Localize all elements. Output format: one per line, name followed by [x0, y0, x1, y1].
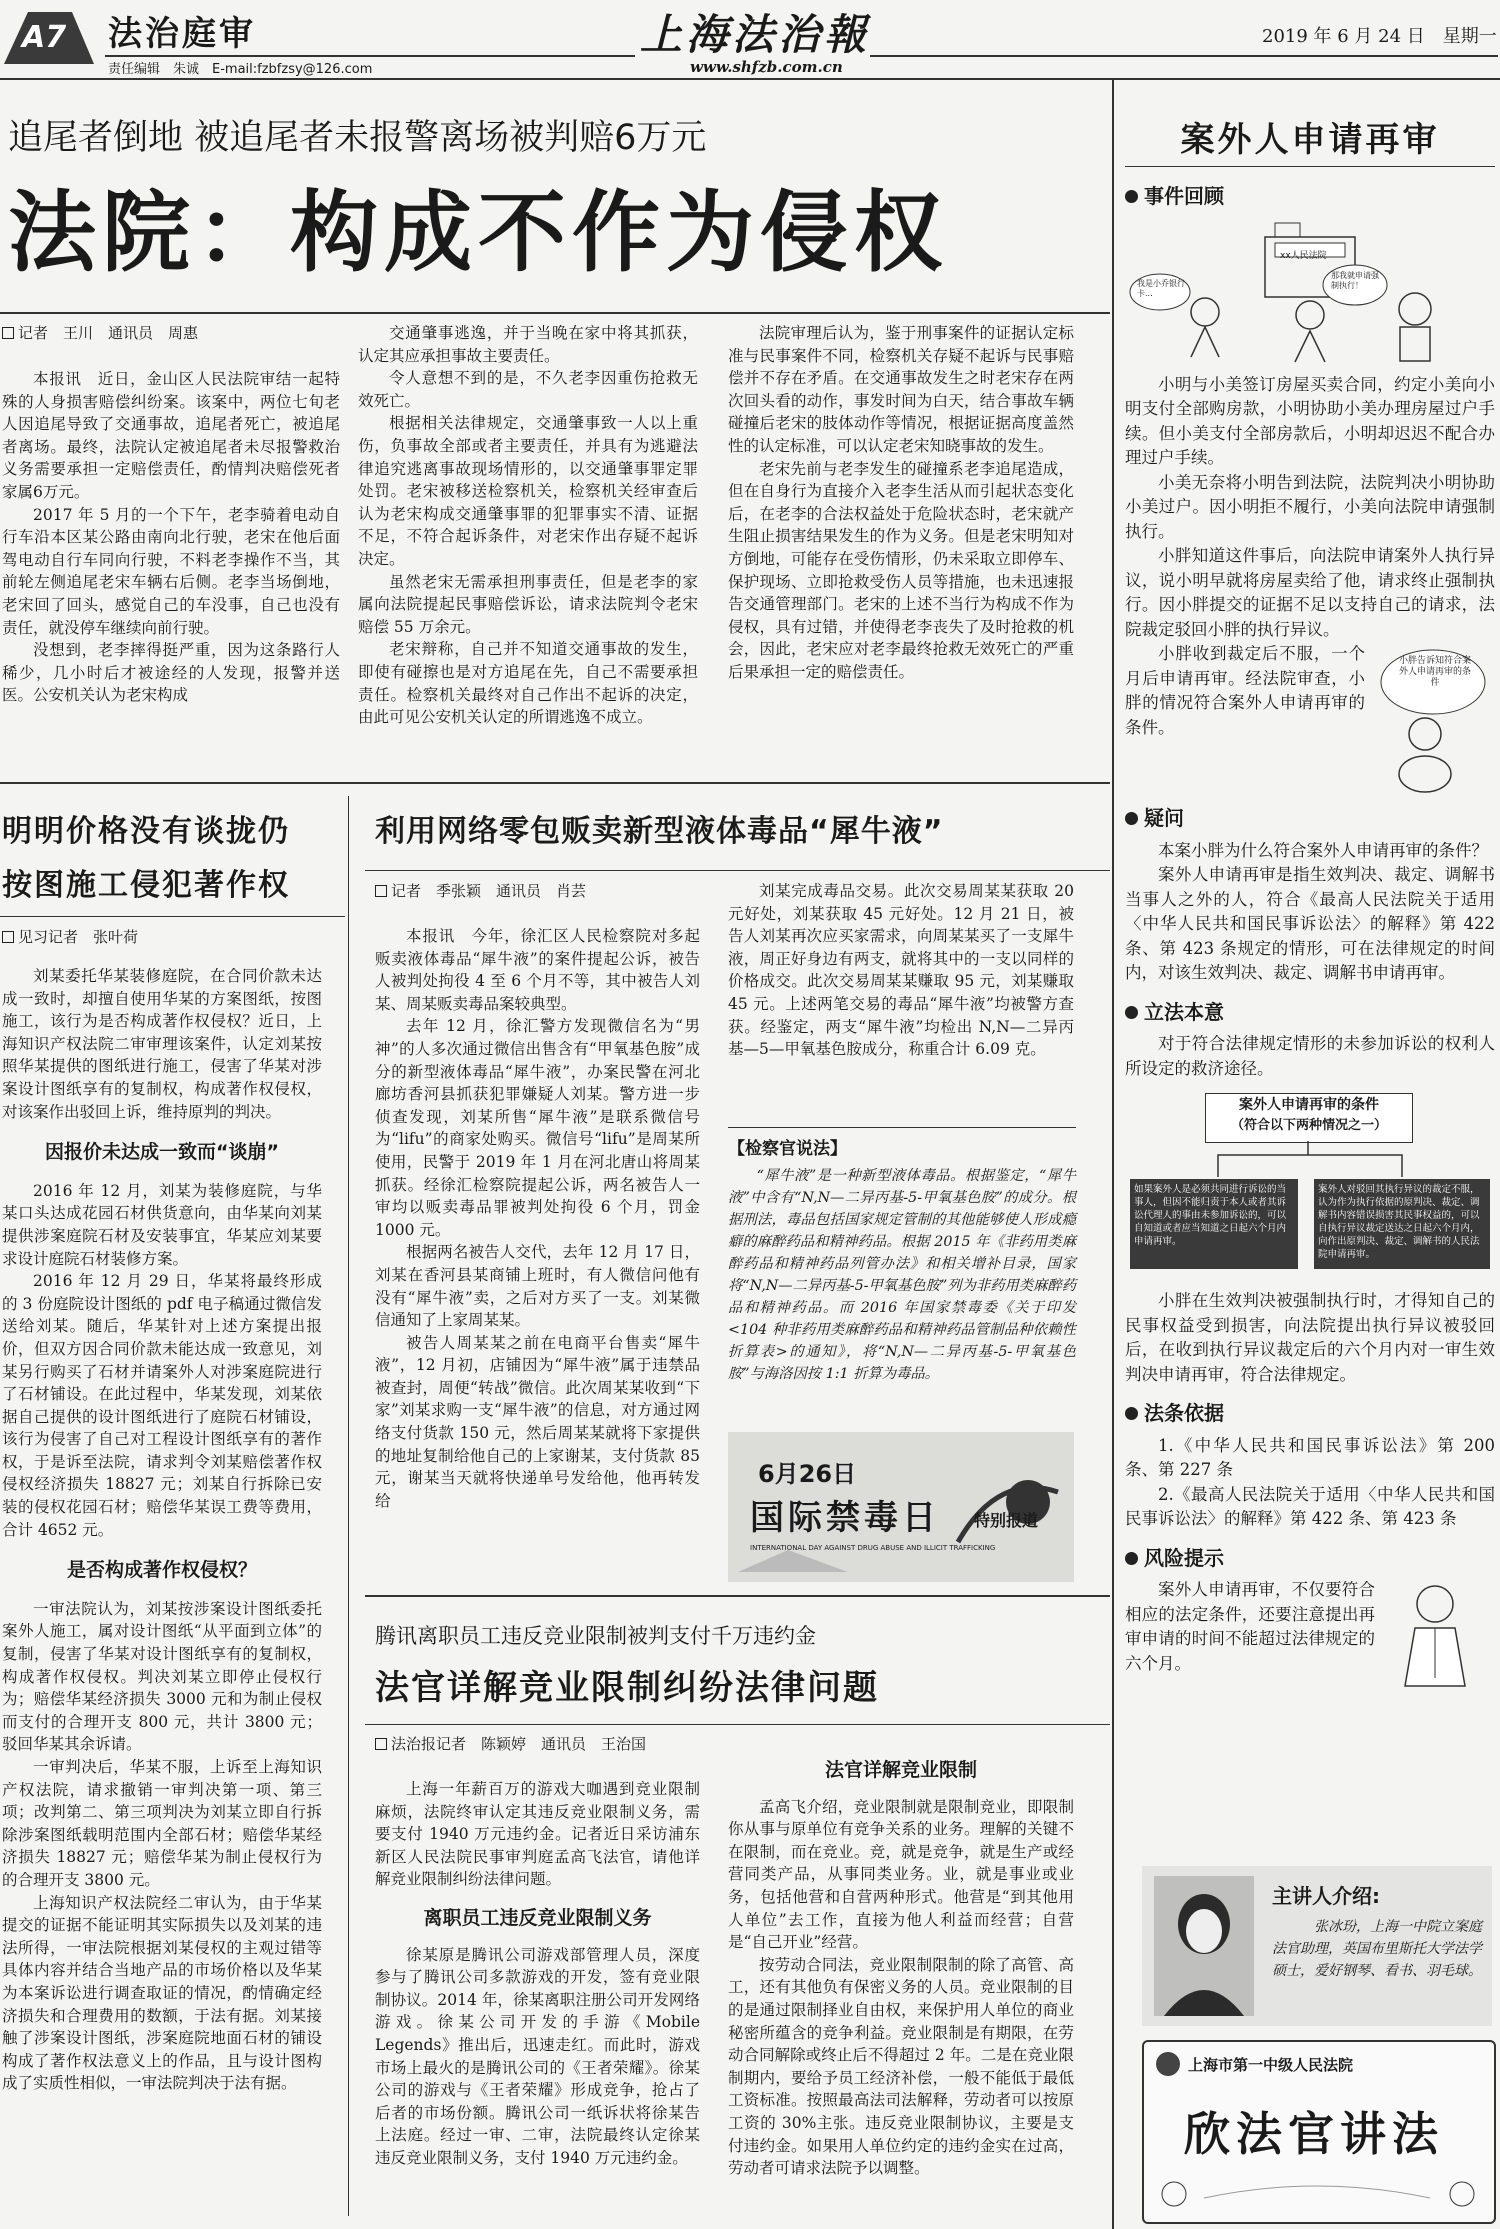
paragraph: 老宋辩称，自己并不知道交通事故的发生，即使有碰擦也是对方追尾在先，自己不需要承担责任。检察机关最终对自己作出不起诉的决定，由此可见公安机关认定的所谓逃逸不成立。: [358, 640, 698, 727]
byline-box-icon: [375, 1738, 387, 1750]
column-footer: [1142, 2040, 1496, 2224]
cartoon-bubble-1: 我是小乔银行卡...: [1137, 278, 1185, 298]
tencent-byline-text: 法治报记者 陈颖婷 通讯员 王治国: [391, 1735, 647, 1753]
byline-box-icon: [2, 327, 14, 339]
lead-rule: [0, 312, 1110, 314]
drug-headline: 利用网络零包贩卖新型液体毒品“犀牛液”: [375, 814, 944, 849]
section-label: 立法本意: [1144, 999, 1224, 1024]
price-headline-line2: 按图施工侵犯著作权: [2, 868, 290, 903]
lead-bottom-rule: [0, 782, 1110, 784]
lead-headline: 法院：构成不作为侵权: [8, 181, 949, 284]
page-number-badge: [2, 8, 97, 66]
paragraph: 老宋先前与老李发生的碰撞系老李追尾造成，但在自身行为直接介入老李生活从而引起状态变化后，在老李的合法权益处于危险状态时，老宋就产生阻止损害结果发生的作为义务。但是老宋明知对方倒地，可能存在受伤情形，仍未采取立即停车、保护现场、立即抢救受伤人员等措施，也未迅速报告交通管理部门。老宋的上述不当行为构成不作为侵权，具有过错，并使得老李丧失了及时抢救的机会，因此，老宋应对老李最终抢救无效死亡的严重后果承担一定的赔偿责任。: [728, 459, 1074, 681]
tencent-subhead-2: 法官详解竞业限制: [824, 1759, 977, 1781]
court-logo-icon: [1156, 2052, 1180, 2076]
section-label: 法条依据: [1144, 1401, 1224, 1425]
paragraph: 一审判决后，华某不服，上诉至上海知识产权法院，请求撤销一审判决第一项、第三项；改判第二、第三项判决为刘某立即自行拆除涉案图纸载明范围内全部石材；赔偿华某经济损失 18827 元；赔偿华某为制止侵权行为的合理开支 3800 元。: [2, 1758, 322, 1889]
prosecutor-box-text: “犀牛液”是一种新型液体毒品。根据鉴定，“犀牛液”中含有“N,N—二异丙基-5-甲氧基色胺”的成分。根据刑法，毒品包括国家规定管制的其他能够使人形成瘾癖的麻醉药品和精神药品。根据 2015 年《非药用类麻醉药品和精神药品列管办法》和相关增补目录，国家将“N,N—二异丙基-5-甲氧基色胺”列为非药用类麻醉药品和精神药品。而 2016 年国家禁毒委《关于印发<104 种非药用类麻醉药品和精神药品管制品种依赖性折算表>的通知》，将“N,N—二异丙基-5-甲氧基色胺”与海洛因按 1:1 折算为毒品。: [728, 1168, 1076, 1382]
paragraph: 一审法院认为，刘某按涉案设计图纸委托案外人施工，属对设计图纸“从平面到立体”的复制，侵害了华某对设计图纸享有的复制权，构成著作权侵权。判决刘某立即停止侵权行为；赔偿华某经济损失 3000 元和为制止侵权而支付的合理开支 800 元，共计 3800 元；驳回华某其余诉请。: [2, 1599, 322, 1754]
paragraph: 2.《最高人民法院关于适用〈中华人民共和国民事诉讼法〉的解释》第 422 条、第 423 条: [1125, 1484, 1495, 1528]
lead-byline: [2, 322, 198, 343]
lead-column-2: [358, 322, 698, 768]
footer-doodles: [1144, 2168, 1490, 2218]
anti-drug-day-banner: [728, 1432, 1074, 1582]
sidebar-content: [1125, 178, 1495, 1688]
price-subhead-2: 是否构成著作权侵权？: [66, 1559, 257, 1582]
section-label: 风险提示: [1144, 1545, 1224, 1570]
section-event-review: [1125, 184, 1495, 209]
drug-byline: [375, 880, 586, 901]
section-name: 法治庭审: [108, 14, 256, 54]
sidebar-title-rule: [1125, 166, 1495, 167]
prosecutor-box: [728, 1127, 1076, 1428]
masthead-rule-right: [870, 55, 1498, 57]
tencent-column-1: [375, 1778, 716, 2218]
paragraph: 令人意想不到的是，不久老李因重伤抢救无效死亡。: [358, 369, 698, 410]
banner-date: 6月26日: [758, 1460, 857, 1488]
byline-box-icon: [2, 931, 14, 943]
lecturer-title: 主讲人介绍:: [1272, 1884, 1380, 1908]
diagram-left-box: 如果案外人是必须共同进行诉讼的当事人，但因不能归责于本人或者其诉讼代理人的事由未参加诉讼的，可以自知道或者应当知道之日起六个月内申请再审。: [1130, 1179, 1298, 1269]
paragraph: 2017 年 5 月的一个下午，老李骑着电动自行车沿本区某公路由南向北行驶，老宋在他后面驾电动自行车同向行驶，不料老李操作不当，其前轮左侧追尾老宋车辆右后侧。老李当场倒地，老宋回了回头，感觉自己的车没事，自己也没有责任，就没停车继续向前行驶。: [2, 505, 340, 637]
tencent-headline: 法官详解竞业限制纠纷法律问题: [375, 1668, 879, 1708]
bullet-icon: [1125, 1407, 1138, 1420]
masthead-rule-left: [105, 55, 635, 57]
paragraph: 案外人申请再审是指生效判决、裁定、调解书当事人之外的人，符合《最高人民法院关于适用〈中华人民共和国民事诉讼法〉的解释》第 422 条、第 423 条规定的情形，可在法律规定的时间内，对该生效判决、裁定、调解书申请再审。: [1125, 865, 1495, 982]
cartoon-fatboy: [1365, 642, 1495, 792]
banner-special: 特别报道: [974, 1511, 1039, 1530]
bullet-icon: [1125, 1006, 1138, 1019]
paragraph: 去年 12 月，徐汇警方发现微信名为“男神”的人多次通过微信出售含有“甲氧基色胺”成分的新型液体毒品“犀牛液”，办案民警在河北廊坊香河县抓获犯罪嫌疑人刘某。警方进一步侦查发现，刘某所售“犀牛液”是联系微信号为“lifu”的商家处购买。微信号“lifu”是周某所使用，民警于 2019 年 1 月在河北唐山将周某抓获。经徐汇检察院提起公诉，两名被告人一审均以贩卖毒品罪被判处拘役 6 个月，罚金 1000 元。: [375, 1017, 700, 1239]
paragraph: 2016 年 12 月，刘某为装修庭院，与华某口头达成花园石材供货意向，由华某向刘某提供涉案庭院石材及安装事宜，华某应刘某要求设计庭院石材装修方案。: [2, 1181, 322, 1268]
conditions-diagram: [1130, 1093, 1490, 1279]
paragraph: 小美无奈将小明告到法院，法院判决小明协助小美过户。因小明拒不履行，小美向法院申请强制执行。: [1125, 472, 1495, 541]
drug-column-2: [728, 880, 1074, 1120]
paragraph: 上海一年薪百万的游戏大咖遇到竞业限制麻烦，法院终审认定其违反竞业限制义务，需要支付 1940 万元违约金。记者近日采访浦东新区人民法院民事审判庭孟高飞法官，请他详解竞业限制纠纷法律问题。: [375, 1780, 700, 1889]
bullet-icon: [1125, 190, 1138, 203]
issue-date: 2019 年 6 月 24 日 星期一: [1262, 26, 1497, 47]
paragraph: 根据两名被告人交代，去年 12 月 17 日，刘某在香河县某商铺上班时，有人微信问他有没有“犀牛液”卖，之后对方买了一支。刘某微信通知了上家周某某。: [375, 1243, 700, 1330]
diagram-header: [1205, 1093, 1413, 1143]
paper-name: 上海法治報: [640, 10, 871, 59]
paragraph: 本报讯 今年，徐汇区人民检察院对多起贩卖液体毒品“犀牛液”的案件提起公诉，被告人被判处拘役 4 至 6 个月不等，其中被告人刘某、周某贩卖毒品案较典型。: [375, 927, 700, 1013]
sidebar-title: 案外人申请再审: [1180, 120, 1440, 160]
paragraph: 没想到，老李摔得挺严重，因为这条路行人稀少，几小时后才被途经的人发现，报警并送医。公安机关认为老宋构成: [2, 641, 340, 705]
diagram-subtitle: （符合以下两种情况之一）: [1230, 1118, 1387, 1133]
paragraph: 刘某委托华某装修庭院，在合同价款未达成一致时，却擅自使用华某的方案图纸，按图施工，该行为是否构成著作权侵权？近日，上海知识产权法院二审审理该案件，认定刘某按照华某提供的图纸进行施工，侵害了华某对涉案设计图纸享有的复制权，构成著作权侵权，对该案作出驳回上诉，维持原判的判决。: [2, 967, 322, 1121]
paragraph: 法院审理后认为，鉴于刑事案件的证据认定标准与民事案件不同，检察机关存疑不起诉与民事赔偿并不存在矛盾。在交通事故发生之时老宋存在两次回头看的动作，事发时间为白天，结合事故车辆碰撞后老宋的肢体动作等情况，根据证据高度盖然性的认定标准，可以认定老宋知晓事故的发生。: [728, 324, 1074, 455]
diagram-title: 案外人申请再审的条件: [1239, 1097, 1379, 1113]
paragraph: 1.《中华人民共和国民事诉讼法》第 200 条、第 227 条: [1125, 1435, 1495, 1479]
banner-english: INTERNATIONAL DAY AGAINST DRUG ABUSE AND ILLICIT TRAFFICKING: [750, 1544, 996, 1552]
paragraph: 小明与小美签订房屋买卖合同，约定小美向小明支付全部购房款，小明协助小美办理房屋过户手续。但小美支付全部房款后，小明却迟迟不配合办理过户手续。: [1125, 374, 1495, 467]
paragraph: 小胖在生效判决被强制执行时，才得知自己的民事权益受到损害，向法院提出执行异议被驳回后，在收到执行异议裁定后的六个月内对一审生效判决申请再审，符合法律规定。: [1125, 1291, 1495, 1384]
paragraph: 上海知识产权法院经二审认为，由于华某提交的证据不能证明其实际损失以及刘某的违法所得，一审法院根据刘某侵权的主观过错等具体内容并结合当地产品的市场价格以及华某为本案诉讼进行调查取证的情况，酌情确定经济损失和合理费用的数额，于法有据。刘某接触了涉案设计图纸，涉案庭院地面石材的铺设构成了著作权法意义上的作品，且与设计图构成了实质性相似，一审法院判决于法有据。: [2, 1893, 322, 2093]
portrait-icon: [1154, 1876, 1254, 2016]
tencent-column-2: [728, 1733, 1074, 2218]
price-rule: [0, 916, 345, 917]
section-label: 疑问: [1144, 806, 1184, 830]
section-legislative-intent: [1125, 1000, 1495, 1025]
price-column: [2, 965, 322, 2215]
price-subhead-1: 因报价未达成一致而“谈崩”: [45, 1141, 279, 1164]
sidebar-divider: [1112, 80, 1114, 2229]
lecturer-photo: [1154, 1876, 1254, 2016]
prosecutor-box-title: 【检察官说法】: [728, 1139, 847, 1159]
cartoon-bubble-2: 那我就申请强制执行！: [1331, 270, 1379, 290]
paragraph: 刘某完成毒品交易。此次交易周某某获取 20 元好处，刘某获取 45 元好处。12 月 21 日，被告人刘某再次应买家需求，向周某某买了一支犀牛液，周正好身边有两支，就将其中的一支以同样的价格成交。此次交易周某某赚取 95 元，刘某赚取 45 元。上述两笔交易的毒品“犀牛液”均被警方查获。经鉴定，两支“犀牛液”均检出 N,N—二异丙基—5—甲氧基色胺成分，称重合计 6.09 克。: [728, 882, 1074, 1059]
tencent-rule: [365, 1724, 1110, 1725]
page-number: A7: [22, 20, 67, 55]
tencent-byline: [375, 1733, 646, 1754]
masthead-bottom-rule: [0, 78, 1500, 80]
paragraph: 徐某原是腾讯公司游戏部管理人员，深度参与了腾讯公司多款游戏的开发，签有竞业限制协议。2014 年，徐某离职注册公司开发网络游戏。徐某公司开发的手游《Mobile Legends》推出后，迅速走红。而此时，游戏市场上最火的是腾讯公司的《王者荣耀》。徐某公司的游戏与《王者荣耀》形成竞争，抢占了后者的市场份额。腾讯公司一纸诉状将徐某告上法庭。经过一审、二审，法院最终认定徐某违反竞业限制义务，支付 1940 万元违约金。: [375, 1945, 716, 2167]
tencent-subhead-1: 离职员工违反竞业限制义务: [423, 1906, 652, 1929]
paragraph: 被告人周某某之前在电商平台售卖“犀牛液”，12 月初，店铺因为“犀牛液”属于违禁品被查封，周便“转战”微信。此次周某某收到“下家”刘某求购一支“犀牛液”的信息，对方通过网络支付货款 150 元，然后周某某就将下家提供的地址复制给他自己的上家谢某，支付货款 85 元，谢某当天就将快递单号发给他，他再转发给: [375, 1333, 700, 1510]
bullet-icon: [1125, 812, 1138, 825]
column-name: 欣法官讲法: [1184, 2107, 1444, 2161]
paragraph: 本案小胖为什么符合案外人申请再审的条件？: [1158, 840, 1488, 860]
drug-byline-text: 记者 季张颖 通讯员 肖芸: [391, 882, 587, 900]
judge-illustration: [1375, 1578, 1495, 1688]
diagram-connectors: [1130, 1141, 1490, 1181]
section-risk-warning: [1125, 1546, 1495, 1571]
paragraph: 案外人申请再审，不仅要符合相应的法定条件，还要注意提出再审申请的时间不能超过法律规定的六个月。: [1125, 1580, 1375, 1673]
drug-column-1: [375, 925, 700, 1577]
tencent-kicker: 腾讯离职员工违反竞业限制被判支付千万违约金: [375, 1624, 816, 1648]
paragraph: 交通肇事逃逸，并于当晚在家中将其抓获，认定其应承担事故主要责任。: [358, 324, 698, 365]
court-name: 上海市第一中级人民法院: [1188, 2056, 1354, 2074]
diagram-right-box: 案外人对驳回其执行异议的裁定不服，认为作为执行依据的原判决、裁定、调解书内容错误损害其民事权益的，可以自执行异议裁定送达之日起六个月内，向作出原判决、裁定、调解书的人民法院申请再审。: [1314, 1179, 1490, 1269]
price-headline-line1: 明明价格没有谈拢仍: [2, 814, 290, 849]
lead-byline-text: 记者 王川 通讯员 周惠: [18, 324, 199, 342]
section-legal-basis: [1125, 1401, 1495, 1426]
lead-column-3: [728, 322, 1074, 768]
drug-rule: [365, 870, 1110, 871]
paragraph: 孟高飞介绍，竞业限制就是限制竞业，即限制你从事与原单位有竞争关系的业务。理解的关键不在限制，而在竞业。竞，就是竞争，就是生产或经营同类产品，从事同类业务。业，就是事业或业务，包括他营和自营两种形式。他营是“到其他用人单位”去工作，直接为他人利益而经营；自营是“自己开业”经营。: [728, 1797, 1074, 1952]
drug-bottom-rule: [365, 1595, 1110, 1597]
banner-title: 国际禁毒日: [750, 1498, 940, 1538]
cartoon-sign: xx人民法院: [1280, 250, 1327, 261]
lecturer-box: [1142, 1866, 1492, 2026]
lead-kicker: 追尾者倒地 被追尾者未报警离场被判赔6万元: [8, 118, 707, 158]
paragraph: 虽然老宋无需承担刑事责任，但是老李的家属向法院提起民事赔偿诉讼，请求法院判令老宋赔偿 55 万余元。: [358, 572, 698, 636]
masthead: [0, 0, 1500, 78]
case-cartoon: [1125, 217, 1495, 367]
bullet-icon: [1125, 1552, 1138, 1565]
paragraph: 对于符合法律规定情形的未参加诉讼的权利人所设定的救济途径。: [1125, 1034, 1495, 1078]
paragraph: 根据相关法律规定，交通肇事致一人以上重伤，负事故全部或者主要责任，并具有为逃避法律追究逃离事故现场情形的，以交通肇事罪定罪处罚。老宋被移送检察机关，检察机关经审查后认为老宋构成交通肇事罪的犯罪事实不清、证据不足，不符合起诉条件，对老宋作出存疑不起诉决定。: [358, 414, 698, 568]
cartoon-judge: [1375, 1578, 1495, 1688]
paragraph: 本报讯 近日，金山区人民法院审结一起特殊的人身损害赔偿纠纷案。该案中，两位七旬老人因追尾导致了交通事故，追尾者死亡，被追尾者离场。最终，法院认定被追尾者未尽报警救治义务需要承担一定赔偿责任，酌情判决赔偿死者家属6万元。: [2, 370, 340, 501]
lead-column-1: [2, 368, 340, 768]
lecturer-bio: 张冰玢，上海一中院立案庭法官助理，英国布里斯托大学法学硕士，爱好钢琴、看书、羽毛球。: [1272, 1919, 1482, 1979]
section-label: 事件回顾: [1144, 184, 1224, 208]
paragraph: 小胖收到裁定后不服，一个月后申请再审。经法院审查，小胖的情况符合案外人申请再审的条件。: [1125, 644, 1365, 737]
price-column-divider: [348, 796, 349, 2216]
paragraph: 按劳动合同法，竞业限制限制的除了高管、高工，还有其他负有保密义务的人员。竞业限制的目的是通过限制择业自由权，来保护用人单位的商业秘密所蕴含的竞争利益。竞业限制是有期限，在劳动合同解除或终止后不得超过 2 年。二是在竞业限制期内，要给予员工经济补偿，一般不能低于最低工资标准。按照最高法司法解释，劳动者可以按原工资的 30%主张。违反竞业限制协议，主要是支付违约金。如果用人单位约定的违约金实在过高，劳动者可请求法院予以调整。: [728, 1955, 1074, 2178]
paragraph: 小胖知道这件事后，向法院申请案外人执行异议，说小明早就将房屋卖给了他，请求终止强制执行。因小胖提交的证据不足以支持自己的请求，法院裁定驳回小胖的执行异议。: [1125, 546, 1495, 639]
editor-info: 责任编辑 朱诚 E-mail:fzbfzsy@126.com: [108, 62, 373, 77]
price-byline-text: 见习记者 张叶荷: [18, 928, 139, 946]
price-byline: [2, 926, 138, 947]
cartoon-bubble-3: 小胖告诉知符合案外人申请再审的条件: [1398, 656, 1471, 688]
paragraph: 2016 年 12 月 29 日，华某将最终形成的 3 份庭院设计图纸的 pdf 电子稿通过微信发送给刘某。随后，华某针对上述方案提出报价，但双方因合同价款未能达成一致意见，刘某另行购买了石材并请案外人对涉案庭院进行了石材铺设。在此过程中，华某发现，刘某依据自己提供的设计图纸进行了庭院石材铺设，该行为侵害了自己对工程设计图纸享有的著作权，于是诉至法院，请求判令刘某赔偿著作权侵权经济损失 18827 元；刘某自行拆除已安装的侵权花园石材；赔偿华某误工费等费用，合计 4652 元。: [2, 1272, 322, 1539]
section-question: [1125, 806, 1495, 831]
byline-box-icon: [375, 885, 387, 897]
website: www.shfzb.com.cn: [690, 58, 843, 76]
